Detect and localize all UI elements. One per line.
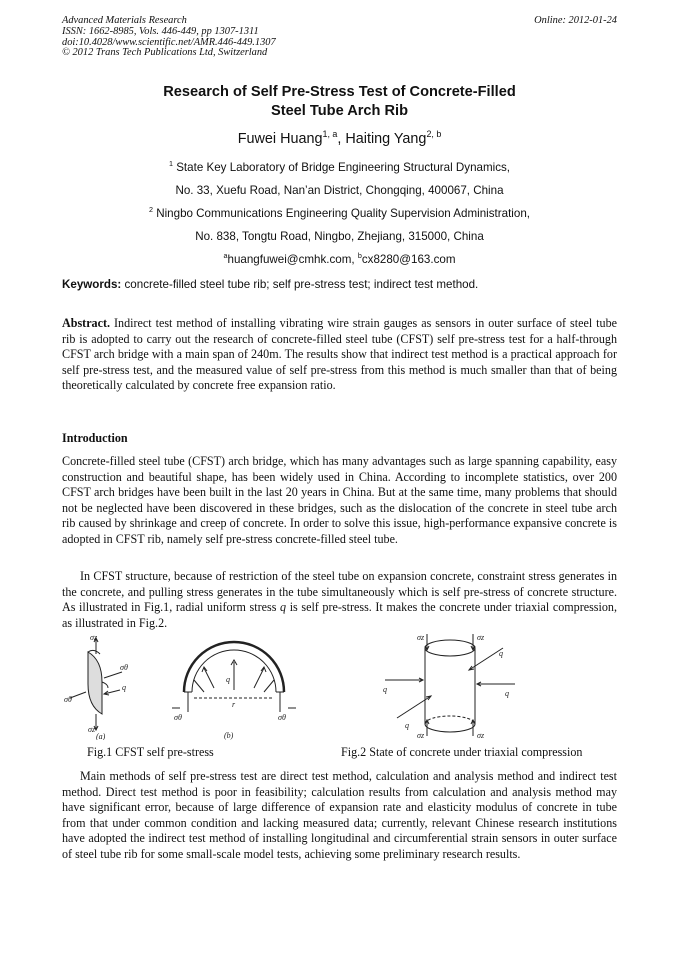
fig1-label-sigma-z-top: σz [90,633,98,642]
intro-paragraph-2-part-a: In CFST structure, because of restriction of the steel tube on expansion concrete, constraint stress generates in the concrete, and pulling stress generates in the tube simultaneously which is self pre-stress of concrete structure. As illustrated in Fig.1, radial uniform stress [62,569,617,615]
intro-paragraph-2-part-b: is self pre-stress. It makes the concrete under triaxial compression, as illustrated in Fig.2. [62,600,617,630]
fig1-label-a: (a) [96,732,106,740]
keywords-label: Keywords: [62,278,122,291]
author-list [62,131,617,147]
author-1: Fuwei Huang [237,131,323,147]
title-line-2: Steel Tube Arch Rib [270,103,409,119]
intro-paragraph-1: Concrete-filled steel tube (CFST) arch bridge, which has many advantages such as large spanning capability, easy construction and beautiful shape, has been widely used in China. According to incomplete statistics, over 200 CFST arch bridges have been built in the last 20 years in China. But at the same time, many problems that should not be neglected have been discovered in these bridges, such as the dislocation of the concrete in steel tube arch rib caused by shrinkage and creep of concrete. In order to solve this issue, high-performance expansive concrete is adopted in CFST rib, namely self pre-stress concrete-filled steel tube. [62,454,617,546]
fig2-label-sigma-z-top-left: σz [417,633,425,642]
author-2-sup: 2, b [426,129,442,140]
abstract [62,316,617,394]
affiliation-1-line-2: No. 33, Xuefu Road, Nan’an District, Chongqing, 400067, China [175,184,504,197]
author-2: Haiting Yang [345,131,427,147]
figure-1-cfst-self-prestress [64,632,296,740]
figure-2-caption: Fig.2 State of concrete under triaxial compression [341,745,583,759]
intro-paragraph-2 [62,569,617,631]
doi-line: doi:10.4028/www.scientific.net/AMR.446-449.1307 [62,36,276,48]
affiliation-1-number: 1 [168,159,173,169]
symbol-q: q [280,600,287,615]
copyright-line: © 2012 Trans Tech Publications Ltd, Switzerland [62,47,268,59]
section-heading-introduction: Introduction [62,431,128,445]
affiliation-2-line-1 [62,202,617,225]
running-header [62,16,617,59]
email-a-link[interactable]: huangfuwei@cmhk.com [227,253,352,266]
fig1-label-r: r [232,700,236,709]
fig2-label-sigma-z-top-right: σz [477,633,485,642]
online-date: Online: 2012-01-24 [534,15,617,26]
author-1-sup: 1, a [322,129,338,140]
email-b-sup: b [357,251,362,261]
title-line-1: Research of Self Pre-Stress Test of Concrete-Filled [163,84,516,100]
author-separator: , [337,131,346,147]
affiliation-1-line-1 [62,156,617,179]
figure-1-caption: Fig.1 CFST self pre-stress [87,745,214,759]
fig1-label-sigma-z-bottom: σz [88,725,96,734]
journal-name: Advanced Materials Research [62,15,187,26]
fig2-label-sigma-z-bottom-left: σz [417,731,425,740]
fig1-label-sigma-theta-b-left: σθ [174,713,182,722]
fig2-label-q-upper: q [499,649,503,658]
fig2-label-q-lower: q [405,721,409,730]
email-separator: , [351,253,358,266]
abstract-label: Abstract. [62,316,111,330]
issn-line: ISSN: 1662-8985, Vols. 446-449, pp 1307-1311 [62,25,259,37]
fig2-label-sigma-z-bottom-right: σz [477,731,485,740]
fig1-label-sigma-theta-b-right: σθ [278,713,286,722]
affiliation-2-number: 2 [148,205,153,215]
fig2-label-q-right: q [505,689,509,698]
fig1-label-sigma-theta-right: σθ [120,663,128,672]
fig2-label-q-left: q [383,685,387,694]
abstract-text: Indirect test method of installing vibrating wire strain gauges as sensors in outer surface of steel tube rib is adopted to carry out the research of concrete-filled steel tube (CFST) self pre-stress test for a half-through CFST arch bridge with a main span of 240m. The results show that indirect test method is a practical approach for self pre-stress test, and the measured value of self pre-stress from this method is much smaller than that of being theoretically calculated by concrete free expansion ratio. [62,316,617,393]
affiliation-1-text: State Key Laboratory of Bridge Engineering Structural Dynamics, [176,161,511,174]
affiliations [62,156,617,271]
intro-paragraph-3: Main methods of self pre-stress test are direct test method, calculation and analysis method and indirect test method. Direct test method is poor in feasibility; calculation results from calculation and analysis method may have significant error, because of large difference of expansion rate and elasticity modulus of concrete in tube from that under common condition and lacking measured data; currently, relevant Chinese research institutions have adopted the indirect test method of installing longitudinal and circumferential strain sensors in outer surface of steel tube rib for some small-scale model tests, achieving some preliminary research results. [62,769,617,861]
fig1-label-sigma-theta-left: σθ [64,695,72,704]
affiliation-2-text: Ningbo Communications Engineering Quality Supervision Administration, [156,207,530,220]
keywords [62,278,617,291]
figure-2-triaxial-compression [365,630,525,740]
email-b-link[interactable]: cx8280@163.com [361,253,456,266]
paper-title [62,83,617,121]
email-a-sup: a [223,251,228,261]
fig1-label-q-b: q [226,675,230,684]
fig1-label-b: (b) [224,731,234,740]
email-line [62,248,617,271]
affiliation-2-line-2: No. 838, Tongtu Road, Ningbo, Zhejiang, 315000, China [195,230,484,243]
fig1-label-q-a: q [122,683,126,692]
keywords-text: concrete-filled steel tube rib; self pre-stress test; indirect test method. [121,278,479,291]
